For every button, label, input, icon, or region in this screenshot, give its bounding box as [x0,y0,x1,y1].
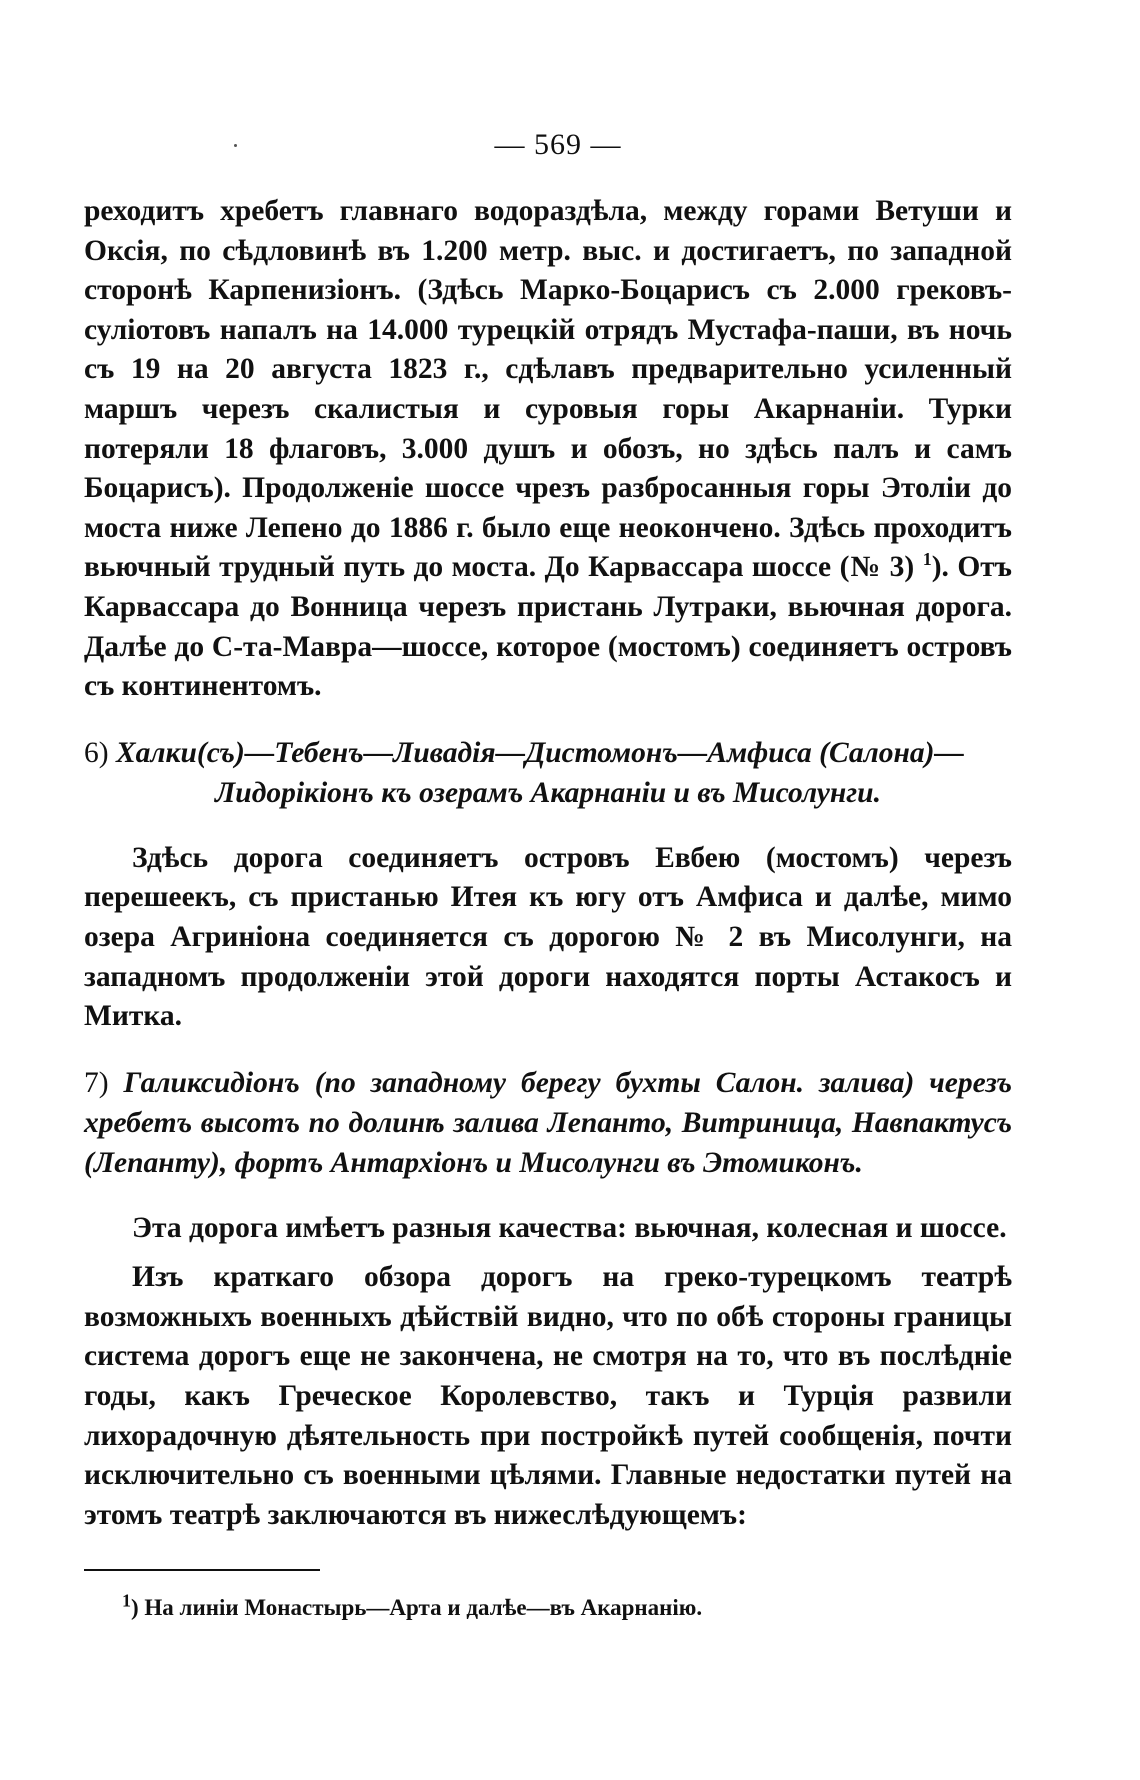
section-number: 7) [84,1066,109,1099]
footnote-text: ) На линіи Монастырь—Арта и далѣе—въ Акарнанію. [131,1595,703,1621]
footnote [84,1590,1012,1623]
footnote-divider [84,1569,320,1571]
section-title: Галиксидіонъ (по западному берегу бухты Салон. залива) черезъ хребетъ высотъ по долинѣ залива Лепанто, Витриница, Навпактусъ (Лепанту), фортъ Антархіонъ и Мисолунги въ Этомиконъ. [84,1066,1012,1179]
section-title-line1: Халки(съ)—Тебенъ—Ливадія—Дистомонъ—Амфиса (Салона)— [115,736,964,769]
page-body [84,128,1012,1623]
footnote-marker: 1 [122,1590,131,1611]
footnote-reference: 1 [922,549,932,570]
paragraph-text: реходитъ хребетъ главнаго водораздѣла, между горами Ветуши и Оксія, по сѣдловинѣ въ 1.200 метр. выс. и достигаетъ, по западной сторонѣ Карпенизіонъ. (Здѣсь Марко-Боцарисъ съ 2.000 грековъ-суліотовъ напалъ на 14.000 турецкій отрядъ Мустафа-паши, въ ночь съ 19 на 20 августа 1823 г., сдѣлавъ предварительно усиленный маршъ черезъ скалистыя и суровыя горы Акарнаніи. Турки потеряли 18 флаговъ, 3.000 душъ и обозъ, но здѣсь палъ и самъ Боцарисъ). Продолженіе шоссе чрезъ разбросанныя горы Этоліи до моста ниже Лепено до 1886 г. было еще неоконченo. Здѣсь проходитъ вьючный трудный путь до моста. До Карвассара шоссе (№ 3) [84,195,1012,584]
page-number: — 569 — [494,128,622,161]
paragraph-road-7: Эта дорога имѣетъ разныя качества: вьючная, колесная и шоссе. [132,1211,1007,1244]
section-heading-6 [84,733,1012,813]
section-heading-7 [84,1063,1012,1183]
paragraph-road-5-continuation [84,192,1012,707]
paragraph-text-end: ). Отъ Карвассара до Вонница черезъ пристань Лутраки, вьючная дорога. Далѣе до С-та-Мавра—шоссе, которое (мостомъ) соединяетъ островъ съ континентомъ. [84,551,1012,703]
paragraph-summary: Изъ краткаго обзора дорогъ на греко-турецкомъ театрѣ возможныхъ военныхъ дѣйствій видно, что по обѣ стороны границы система дорогъ еще не закончена, не смотря на то, что въ послѣдніе годы, какъ Греческое Королевство, такъ и Турція развили лихорадочную дѣятельность при постройкѣ путей сообщенія, почти исключительно съ военными цѣлями. Главные недостатки путей на этомъ театрѣ заключаются въ нижеслѣдующемъ: [84,1261,1012,1531]
spacer [84,1248,1012,1258]
section-title-line2: Лидорікіонъ къ озерамъ Акарнаніи и въ Мисолунги. [215,776,881,809]
section-number: 6) [84,736,109,769]
paragraph-road-6: Здѣсь дорога соединяетъ островъ Евбею (мостомъ) черезъ перешеекъ, съ пристанью Итея къ югу отъ Амфиса и далѣе, мимо озера Агриніона соединяется съ дорогою № 2 въ Мисолунги, на западномъ продолженіи этой дороги находятся порты Астакосъ и Митка. [84,841,1012,1033]
